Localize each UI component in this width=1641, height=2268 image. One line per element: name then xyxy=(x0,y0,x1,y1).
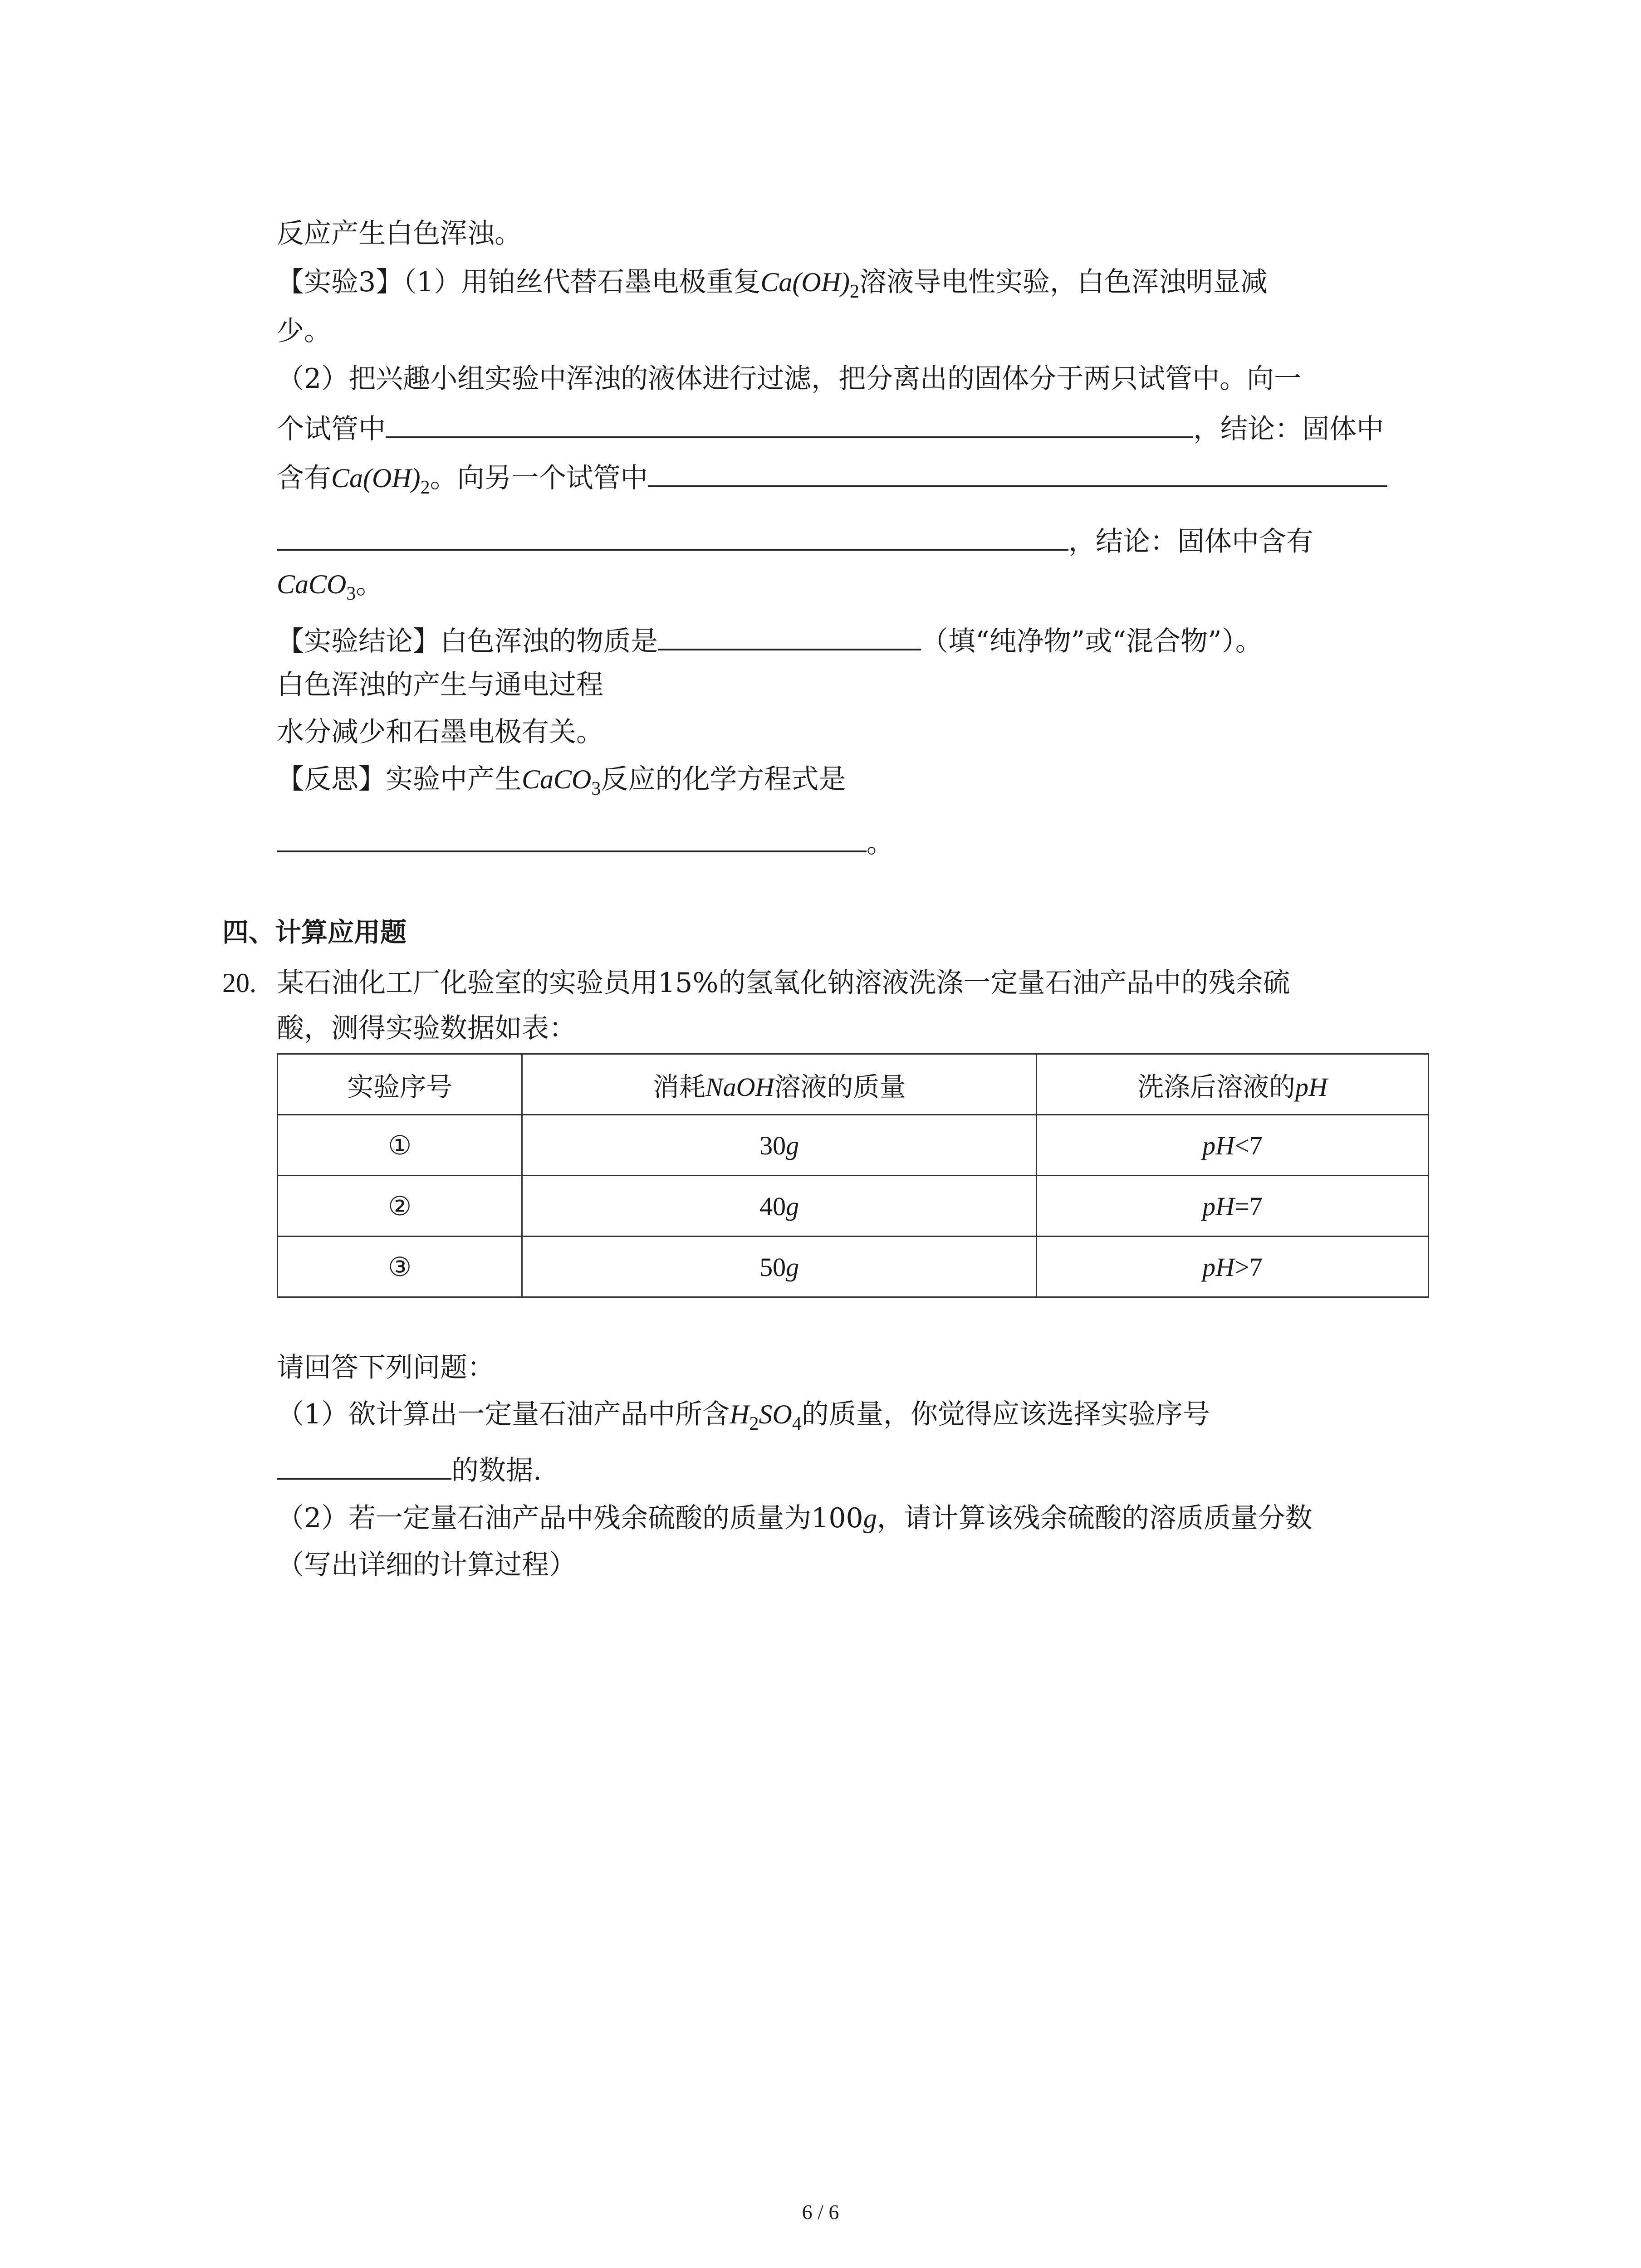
text-line-8: CaCO$_3$。 xyxy=(277,568,383,604)
question-number: 20. xyxy=(222,968,256,998)
answer-blank-2[interactable] xyxy=(648,458,1387,487)
table-cell: ① xyxy=(278,1115,522,1176)
table-row xyxy=(278,1176,1429,1237)
part-2-note: （写出详细的计算过程） xyxy=(277,1549,576,1581)
question-line-2: 酸，测得实验数据如表： xyxy=(277,1012,576,1044)
header-cell: 消耗NaOH溶液的质量 xyxy=(522,1054,1037,1115)
answer-blank-5[interactable] xyxy=(277,823,867,852)
text-line-13: 。 xyxy=(277,823,894,861)
text-line-11: 水分减少和石墨电极有关。 xyxy=(277,716,603,748)
text-line-3: 少。 xyxy=(277,315,331,347)
answer-blank-4[interactable] xyxy=(658,621,921,650)
page-number: 6 / 6 xyxy=(802,2200,839,2224)
text-line-1: 反应产生白色浑浊。 xyxy=(277,218,522,249)
question-line-1: 某石油化工厂化验室的实验员用15%的氢氧化钠溶液洗涤一定量石油产品中的残余硫 xyxy=(277,967,1290,999)
conclusion-line: 【实验结论】白色浑浊的物质是 （填“纯净物”或“混合物”）。 xyxy=(277,621,1263,660)
text-line-6: 含有$Ca(OH)_2$。向另一个试管中 xyxy=(277,458,1387,496)
answer-blank-3[interactable] xyxy=(277,522,1068,551)
header-cell: 洗涤后溶液的pH xyxy=(1036,1054,1428,1115)
prompt-line: 请回答下列问题： xyxy=(277,1352,495,1383)
data-table xyxy=(277,1053,1429,1298)
table-cell: pH>7 xyxy=(1036,1237,1428,1297)
section-heading: 四、计算应用题 xyxy=(222,917,407,948)
text-line-10: 白色浑浊的产生与通电过程 xyxy=(277,669,603,701)
table-cell: 30g xyxy=(522,1115,1037,1176)
table-row xyxy=(278,1115,1429,1176)
table-cell: 40g xyxy=(522,1176,1037,1237)
answer-blank-6[interactable] xyxy=(277,1451,451,1480)
table-cell: pH=7 xyxy=(1036,1176,1428,1237)
text-line-5: 个试管中 ，结论：固体中 xyxy=(277,409,1384,447)
text-line-4: （2）把兴趣小组实验中浑浊的液体进行过滤，把分离出的固体分于两只试管中。向一 xyxy=(277,363,1302,395)
header-cell: 实验序号 xyxy=(278,1054,522,1115)
table-row xyxy=(278,1237,1429,1297)
table-cell: pH<7 xyxy=(1036,1115,1428,1176)
table-header-row xyxy=(278,1054,1429,1115)
table-cell: ② xyxy=(278,1176,522,1237)
table-cell: ③ xyxy=(278,1237,522,1297)
part-2-line: （2）若一定量石油产品中残余硫酸的质量为100g，请计算该残余硫酸的溶质质量分数 xyxy=(277,1502,1313,1534)
part-1-answer-line: 的数据. xyxy=(277,1451,542,1489)
text-line-7: ，结论：固体中含有 xyxy=(277,522,1313,560)
experiment-3-line: 【实验3】（1）用铂丝代替石墨电极重复$Ca(OH)_2$溶液导电性实验，白色浑浊明显减 xyxy=(277,266,1268,302)
reflection-line: 【反思】实验中产生CaCO$_3$反应的化学方程式是 xyxy=(277,763,846,799)
part-1-line: （1）欲计算出一定量石油产品中所含$H_2SO_4$的质量，你觉得应该选择实验序号 xyxy=(277,1398,1210,1434)
table-cell: 50g xyxy=(522,1237,1037,1297)
answer-blank-1[interactable] xyxy=(386,409,1193,438)
